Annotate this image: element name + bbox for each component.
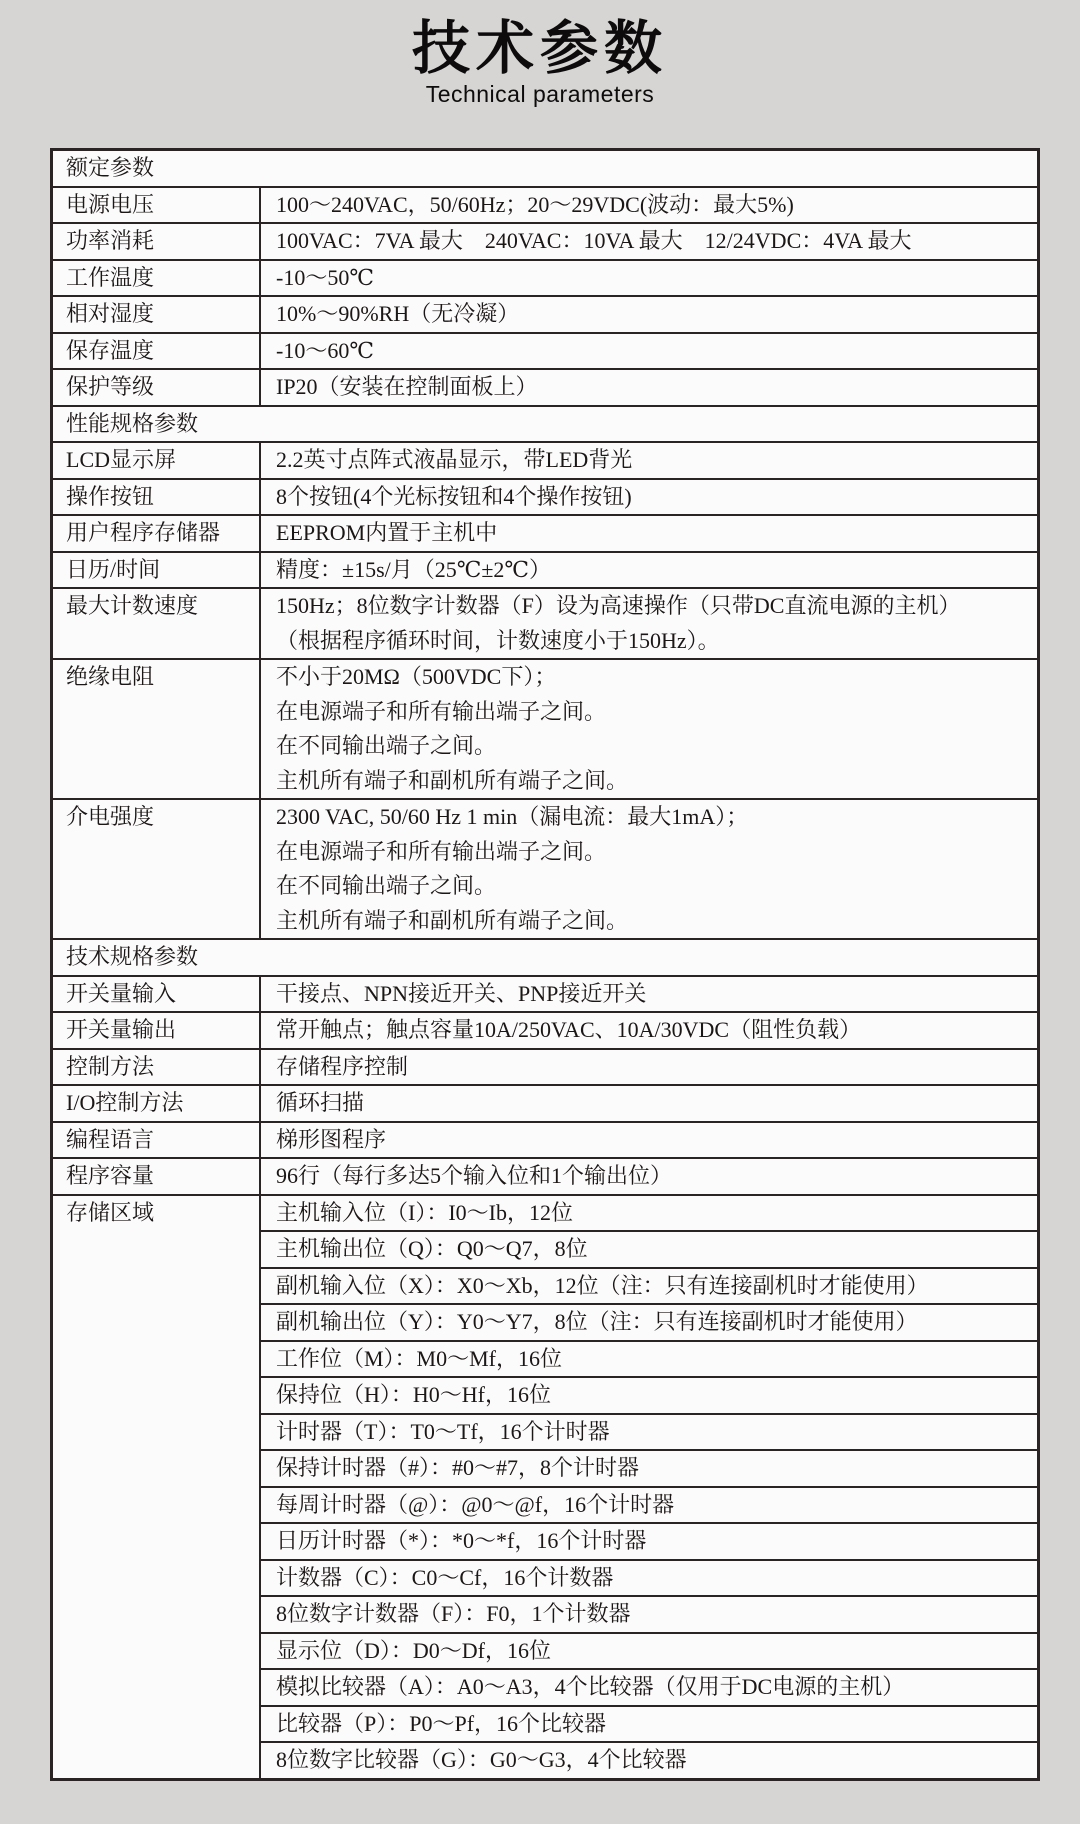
row-label-cell [53, 800, 261, 938]
section-row [53, 407, 1037, 444]
row-value-cell [261, 1123, 1037, 1158]
table-row [53, 660, 1037, 800]
row-label: 最大计数速度 [66, 593, 199, 618]
table-row [53, 224, 1037, 261]
value-line: 2300 VAC, 50/60 Hz 1 min（漏电流：最大1mA）； [276, 804, 749, 829]
row-label: 用户程序存储器 [66, 520, 221, 545]
row-label: 开关量输出 [66, 1017, 177, 1042]
value-line: 存储程序控制 [276, 1053, 409, 1079]
table-row [53, 1013, 1037, 1050]
page-header [0, 16, 1080, 107]
table-row [53, 553, 1037, 590]
row-label: 保存温度 [66, 337, 155, 363]
table-row [53, 370, 1037, 407]
row-label-cell [53, 188, 261, 223]
row-label-cell [53, 516, 261, 551]
table-row [53, 589, 1037, 660]
group-item: 显示位（D）：D0～Df，16位 [261, 1634, 1037, 1671]
page-title: 技术参数 [411, 14, 668, 82]
value-line: 96行（每行多达5个输入位和1个输出位） [276, 1163, 673, 1188]
row-value-cell [261, 516, 1037, 551]
value-line: 循环扫描 [276, 1090, 365, 1115]
group-item: 保持计时器（#）：#0～#7，8个计时器 [261, 1451, 1037, 1488]
row-value-cell [261, 553, 1037, 588]
row-value-cell [261, 188, 1037, 223]
row-label-cell [53, 224, 261, 259]
row-label: 日历/时间 [66, 556, 161, 582]
row-label: 程序容量 [66, 1163, 155, 1188]
row-label-cell [53, 334, 261, 369]
row-value-cell [261, 297, 1037, 332]
row-value-cell [261, 261, 1037, 296]
row-label-cell [53, 443, 261, 478]
row-value-cell [261, 977, 1037, 1012]
value-line: 100～240VAC，50/60Hz；20～29VDC(波动：最大5%) [276, 191, 794, 217]
row-value-cell [261, 1159, 1037, 1194]
row-value-cell [261, 1086, 1037, 1121]
table-row [53, 1159, 1037, 1196]
row-value-cell [261, 480, 1037, 515]
table-row [53, 188, 1037, 225]
value-line: 2.2英寸点阵式液晶显示，带LED背光 [276, 447, 633, 472]
value-line: 主机所有端子和副机所有端子之间。 [276, 907, 629, 933]
group-item: 保持位（H）：H0～Hf，16位 [261, 1378, 1037, 1415]
value-line: IP20（安装在控制面板上） [276, 374, 538, 399]
row-value-cell [261, 370, 1037, 405]
group-row [53, 1196, 1037, 1778]
value-line: 干接点、NPN接近开关、PNP接近开关 [276, 980, 647, 1006]
row-label-cell [53, 1086, 261, 1121]
value-line: （根据程序循环时间，计数速度小于150Hz）。 [276, 627, 720, 653]
table-row [53, 334, 1037, 371]
row-label: 保护等级 [66, 374, 155, 399]
table-row [53, 1086, 1037, 1123]
section-row [53, 940, 1037, 977]
row-label: 相对湿度 [66, 301, 155, 326]
row-label-cell [53, 370, 261, 405]
group-item: 副机输出位（Y）：Y0～Y7，8位（注：只有连接副机时才能使用） [261, 1305, 1037, 1342]
value-line: 不小于20MΩ（500VDC下）； [276, 664, 557, 689]
value-line: 常开触点；触点容量10A/250VAC、10A/30VDC（阻性负载） [276, 1017, 862, 1042]
value-line: 主机所有端子和副机所有端子之间。 [276, 767, 629, 793]
row-value-cell [261, 443, 1037, 478]
value-line: 100VAC：7VA 最大 240VAC：10VA 最大 12/24VDC：4VA 最大 [276, 228, 912, 253]
spec-table [50, 148, 1040, 1781]
value-line: -10～60℃ [276, 337, 374, 363]
row-label-cell [53, 261, 261, 296]
section-header: 技术规格参数 [66, 944, 199, 969]
row-label-cell [53, 1013, 261, 1048]
value-line: 在不同输出端子之间。 [276, 733, 497, 758]
row-label-cell [53, 1196, 261, 1778]
group-value-cell [261, 1196, 1037, 1778]
section-header: 性能规格参数 [66, 410, 199, 436]
row-value-cell [261, 800, 1037, 938]
row-value-cell [261, 224, 1037, 259]
row-value-cell [261, 334, 1037, 369]
table-row [53, 480, 1037, 517]
table-row [53, 1123, 1037, 1160]
table-row [53, 261, 1037, 298]
table-row [53, 977, 1037, 1014]
row-value-cell [261, 589, 1037, 658]
row-label: 开关量输入 [66, 980, 177, 1006]
group-item: 8位数字计数器（F）：F0，1个计数器 [261, 1597, 1037, 1634]
group-item: 比较器（P）：P0～Pf，16个比较器 [261, 1707, 1037, 1744]
page-subtitle: Technical parameters [425, 81, 655, 107]
row-value-cell [261, 1013, 1037, 1048]
row-label: 电源电压 [66, 191, 155, 217]
row-label: 功率消耗 [66, 228, 155, 253]
value-line: 梯形图程序 [276, 1126, 387, 1152]
row-label: 存储区域 [66, 1199, 155, 1225]
group-item: 日历计时器（*）：*0～*f，16个计时器 [261, 1524, 1037, 1561]
row-label: 编程语言 [66, 1126, 155, 1152]
row-label: 介电强度 [66, 804, 155, 829]
section-header: 额定参数 [66, 155, 155, 180]
value-line: 8个按钮(4个光标按钮和4个操作按钮) [276, 483, 632, 509]
row-label-cell [53, 553, 261, 588]
value-line: -10～50℃ [276, 264, 374, 290]
group-item: 8位数字比较器（G）：G0～G3，4个比较器 [276, 1747, 687, 1772]
table-row [53, 443, 1037, 480]
group-item: 模拟比较器（A）：A0～A3，4个比较器（仅用于DC电源的主机） [261, 1670, 1037, 1707]
row-label: I/O控制方法 [66, 1090, 184, 1115]
section-row [53, 151, 1037, 188]
group-item: 计数器（C）：C0～Cf，16个计数器 [261, 1561, 1037, 1598]
row-value-cell [261, 660, 1037, 798]
value-line: 10%～90%RH（无冷凝） [276, 301, 520, 326]
table-row [53, 1050, 1037, 1087]
group-item: 主机输出位（Q）：Q0～Q7，8位 [261, 1232, 1037, 1269]
group-item: 计时器（T）：T0～Tf，16个计时器 [261, 1415, 1037, 1452]
table-row [53, 516, 1037, 553]
group-item: 主机输入位（I）：I0～Ib，12位 [261, 1196, 1037, 1233]
value-line: 在电源端子和所有输出端子之间。 [276, 838, 607, 864]
row-label-cell [53, 589, 261, 658]
table-row [53, 297, 1037, 334]
value-line: 150Hz；8位数字计数器（F）设为高速操作（只带DC直流电源的主机） [276, 593, 961, 618]
row-label-cell [53, 297, 261, 332]
group-item: 工作位（M）：M0～Mf，16位 [261, 1342, 1037, 1379]
value-line: 在不同输出端子之间。 [276, 873, 497, 898]
row-label: LCD显示屏 [66, 447, 177, 472]
row-label-cell [53, 1123, 261, 1158]
group-item: 副机输入位（X）：X0～Xb，12位（注：只有连接副机时才能使用） [261, 1269, 1037, 1306]
row-label: 操作按钮 [66, 483, 155, 509]
row-label-cell [53, 660, 261, 798]
row-label-cell [53, 1159, 261, 1194]
row-label: 绝缘电阻 [66, 664, 155, 689]
group-item: 每周计时器（@）：@0～@f，16个计时器 [261, 1488, 1037, 1525]
value-line: 精度：±15s/月（25℃±2℃） [276, 556, 552, 582]
row-label-cell [53, 480, 261, 515]
value-line: 在电源端子和所有输出端子之间。 [276, 698, 607, 724]
row-label-cell [53, 977, 261, 1012]
row-label-cell [53, 1050, 261, 1085]
value-line: EEPROM内置于主机中 [276, 520, 498, 545]
row-label: 工作温度 [66, 264, 155, 290]
table-row [53, 800, 1037, 940]
row-value-cell [261, 1050, 1037, 1085]
row-label: 控制方法 [66, 1053, 155, 1079]
